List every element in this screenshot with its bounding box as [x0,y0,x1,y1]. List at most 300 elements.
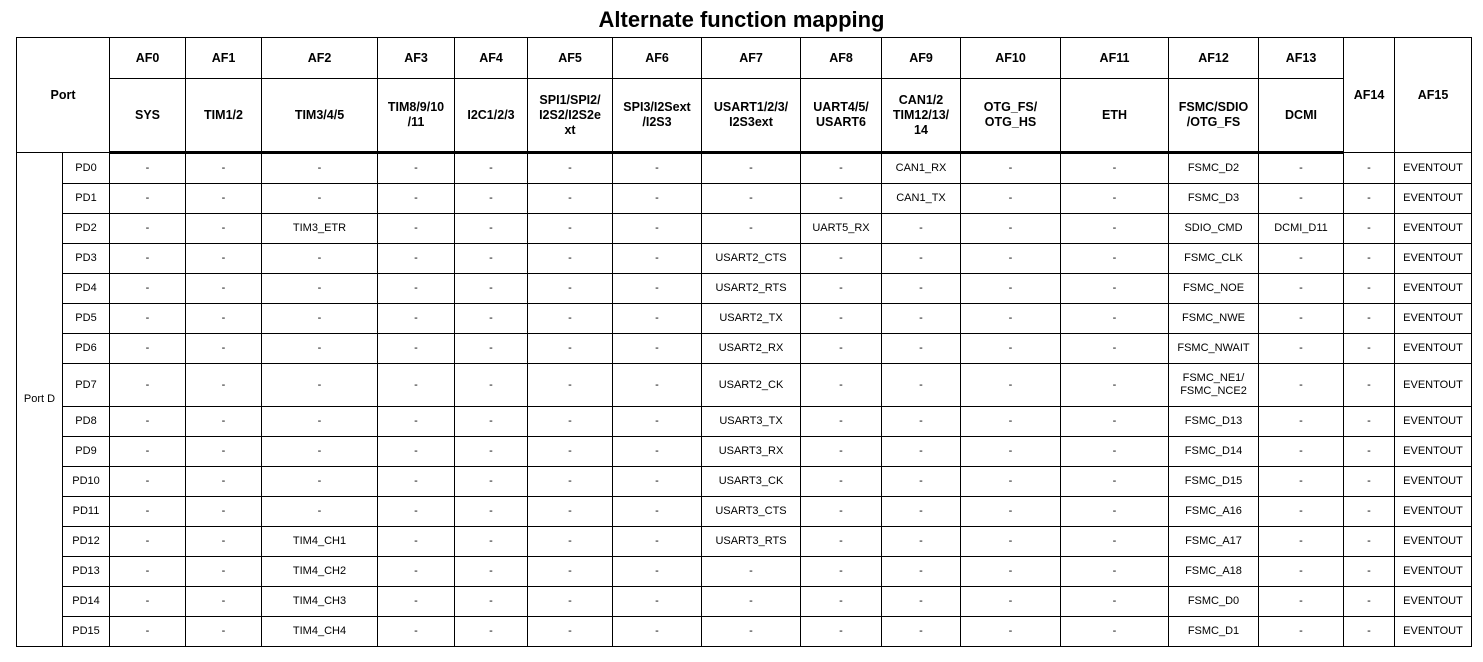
af-cell: TIM4_CH4 [262,617,378,647]
af-cell: FSMC_D15 [1169,467,1259,497]
af-function-header: OTG_FS/ OTG_HS [961,79,1061,153]
af-cell: - [801,497,882,527]
af-cell: - [186,587,262,617]
af-cell: - [613,407,702,437]
af-cell: TIM4_CH1 [262,527,378,557]
af-cell: - [455,153,528,184]
af-cell: - [1344,497,1395,527]
af-cell: - [613,364,702,407]
af-cell: EVENTOUT [1395,153,1472,184]
af-cell: - [882,527,961,557]
af-cell: - [110,407,186,437]
af-cell: - [186,304,262,334]
af-cell: - [1061,364,1169,407]
af-cell: - [186,274,262,304]
af-cell: TIM4_CH2 [262,557,378,587]
af-cell: FSMC_D2 [1169,153,1259,184]
af-cell: - [528,334,613,364]
pin-name: PD5 [63,304,110,334]
table-row [17,274,1472,304]
af-header: AF10 [961,38,1061,79]
af-cell: - [1259,467,1344,497]
af-cell: - [613,153,702,184]
af-cell: USART3_TX [702,407,801,437]
af-cell: TIM4_CH3 [262,587,378,617]
af-cell: - [961,244,1061,274]
af-function-header: I2C1/2/3 [455,79,528,153]
table-row [17,244,1472,274]
af-cell: EVENTOUT [1395,304,1472,334]
af-cell: - [186,497,262,527]
af-cell: - [1061,304,1169,334]
pin-name: PD10 [63,467,110,497]
af-cell: - [702,617,801,647]
af-cell: - [378,274,455,304]
af-cell: - [455,557,528,587]
af-cell: - [378,497,455,527]
af-cell: - [110,304,186,334]
af-cell: - [613,557,702,587]
af-cell: - [613,587,702,617]
af-cell: - [702,557,801,587]
af-cell: EVENTOUT [1395,587,1472,617]
af-cell: EVENTOUT [1395,334,1472,364]
af-cell: - [110,437,186,467]
af-cell: - [455,527,528,557]
table-row [17,407,1472,437]
af-cell: - [110,557,186,587]
af-cell: - [110,497,186,527]
af-cell: - [455,304,528,334]
af-cell: EVENTOUT [1395,527,1472,557]
af-cell: - [110,184,186,214]
af-cell: - [801,304,882,334]
af-cell: - [455,334,528,364]
af-cell: - [961,184,1061,214]
af-cell: - [961,274,1061,304]
af-function-header: SPI1/SPI2/ I2S2/I2S2e xt [528,79,613,153]
af-cell: - [528,407,613,437]
af-header: AF7 [702,38,801,79]
af-cell: - [882,557,961,587]
af-cell: - [1259,617,1344,647]
af-cell: USART2_CTS [702,244,801,274]
af-cell: - [961,304,1061,334]
af-cell: - [186,467,262,497]
af-cell: - [961,214,1061,244]
af-cell: - [186,617,262,647]
af-function-header: FSMC/SDIO /OTG_FS [1169,79,1259,153]
af-cell: - [613,437,702,467]
af-cell: - [1259,244,1344,274]
af-cell: - [455,274,528,304]
af-cell: FSMC_NOE [1169,274,1259,304]
af-cell: FSMC_D3 [1169,184,1259,214]
af-cell: - [1259,274,1344,304]
af-cell: - [1259,364,1344,407]
af-cell: - [186,557,262,587]
af-cell: EVENTOUT [1395,617,1472,647]
af-cell: - [801,334,882,364]
af-cell: - [455,467,528,497]
pin-name: PD11 [63,497,110,527]
af-cell: - [455,587,528,617]
af-cell: - [455,244,528,274]
af-cell: - [801,364,882,407]
af-cell: FSMC_CLK [1169,244,1259,274]
af-cell: - [882,334,961,364]
af-cell: SDIO_CMD [1169,214,1259,244]
af-cell: - [455,617,528,647]
af-cell: CAN1_TX [882,184,961,214]
pin-name: PD7 [63,364,110,407]
pin-name: PD9 [63,437,110,467]
af-cell: - [1344,304,1395,334]
af-cell: - [961,527,1061,557]
af-cell: - [1259,153,1344,184]
af-cell: - [186,244,262,274]
af-header: AF4 [455,38,528,79]
af-cell: - [528,527,613,557]
af-cell: - [262,274,378,304]
af-cell: - [528,587,613,617]
af-cell: USART2_RX [702,334,801,364]
af-cell: - [110,334,186,364]
af-cell: - [528,497,613,527]
pin-name: PD2 [63,214,110,244]
af-cell: - [186,334,262,364]
table-row [17,437,1472,467]
af-cell: - [882,274,961,304]
af-cell: - [882,364,961,407]
af-cell: UART5_RX [801,214,882,244]
af-cell: - [455,437,528,467]
af-cell: - [378,467,455,497]
af-header: AF11 [1061,38,1169,79]
af-cell: - [528,364,613,407]
af-cell: - [961,364,1061,407]
af-cell: - [262,497,378,527]
af-cell: - [262,407,378,437]
af-cell: - [613,334,702,364]
af-function-header: USART1/2/3/ I2S3ext [702,79,801,153]
af-cell: EVENTOUT [1395,437,1472,467]
af-header: AF6 [613,38,702,79]
af-cell: - [528,214,613,244]
pin-name: PD13 [63,557,110,587]
af-function-header: ETH [1061,79,1169,153]
af-function-header: TIM1/2 [186,79,262,153]
af-cell: - [1344,244,1395,274]
af-cell: - [1061,153,1169,184]
table-row [17,497,1472,527]
af-cell: - [378,304,455,334]
af-cell: - [961,497,1061,527]
af-cell: - [1061,274,1169,304]
af-cell: - [882,437,961,467]
af-cell: - [613,244,702,274]
af-cell: - [961,617,1061,647]
af-cell: - [801,244,882,274]
af-cell: - [1344,214,1395,244]
af-cell: - [1344,364,1395,407]
af-cell: - [702,587,801,617]
af-cell: - [186,407,262,437]
af-header: AF2 [262,38,378,79]
af-cell: - [882,407,961,437]
af-function-header: CAN1/2 TIM12/13/ 14 [882,79,961,153]
af-header: AF9 [882,38,961,79]
af-cell: - [110,617,186,647]
pin-name: PD6 [63,334,110,364]
af-cell: - [1259,497,1344,527]
port-header: Port [17,38,110,153]
af-cell: - [528,617,613,647]
af-cell: - [1344,587,1395,617]
af-cell: - [1259,407,1344,437]
af-cell: FSMC_NWE [1169,304,1259,334]
table-row [17,364,1472,407]
af-cell: - [1061,214,1169,244]
af-cell: - [1259,437,1344,467]
af-cell: - [1259,304,1344,334]
af-cell: FSMC_NE1/ FSMC_NCE2 [1169,364,1259,407]
af-cell: - [1061,334,1169,364]
af-function-header: TIM3/4/5 [262,79,378,153]
table-row [17,557,1472,587]
table-row [17,184,1472,214]
af-cell: FSMC_A18 [1169,557,1259,587]
af-cell: - [801,527,882,557]
table-row [17,153,1472,184]
af-cell: - [801,587,882,617]
af-cell: EVENTOUT [1395,364,1472,407]
af-cell: - [801,274,882,304]
af-cell: EVENTOUT [1395,497,1472,527]
port-group-label: Port D [17,153,63,647]
af-cell: - [961,587,1061,617]
af-cell: - [1344,527,1395,557]
af-cell: FSMC_D1 [1169,617,1259,647]
af-cell: USART2_TX [702,304,801,334]
af-cell: - [613,214,702,244]
af-header: AF3 [378,38,455,79]
af-cell: - [110,214,186,244]
af-cell: - [1061,617,1169,647]
af-cell: EVENTOUT [1395,214,1472,244]
af-cell: - [1344,557,1395,587]
af-cell: - [1259,184,1344,214]
table-row [17,467,1472,497]
af-cell: - [702,214,801,244]
af-cell: - [378,527,455,557]
af-cell: - [262,184,378,214]
af-cell: - [110,274,186,304]
af-cell: - [613,184,702,214]
af-cell: - [528,467,613,497]
af-cell: - [613,304,702,334]
af-cell: USART2_CK [702,364,801,407]
af-cell: - [801,153,882,184]
af-cell: - [882,244,961,274]
af-cell: - [528,244,613,274]
af-cell: - [262,467,378,497]
af-cell: - [1061,527,1169,557]
af-cell: - [882,497,961,527]
af-header: AF8 [801,38,882,79]
af-cell: CAN1_RX [882,153,961,184]
table-row [17,334,1472,364]
af-function-header: UART4/5/ USART6 [801,79,882,153]
table-row [17,587,1472,617]
af-cell: FSMC_D0 [1169,587,1259,617]
af-cell: - [882,467,961,497]
af-cell: EVENTOUT [1395,557,1472,587]
af-cell: - [110,244,186,274]
af-cell: - [1259,587,1344,617]
af-cell: - [1344,334,1395,364]
af-cell: - [1061,184,1169,214]
af-cell: - [1061,437,1169,467]
af-cell: - [455,184,528,214]
af-cell: - [961,467,1061,497]
af-function-header: SYS [110,79,186,153]
af-cell: - [801,467,882,497]
af-cell: - [455,497,528,527]
af-cell: - [882,214,961,244]
af-cell: FSMC_D14 [1169,437,1259,467]
af-header: AF1 [186,38,262,79]
af-cell: - [1344,437,1395,467]
af-cell: USART2_RTS [702,274,801,304]
af-cell: - [455,407,528,437]
table-row [17,214,1472,244]
af-cell: EVENTOUT [1395,184,1472,214]
af-cell: - [455,364,528,407]
af-cell: - [801,407,882,437]
af-cell: - [262,334,378,364]
af-cell: FSMC_A17 [1169,527,1259,557]
pin-name: PD3 [63,244,110,274]
af-cell: - [378,437,455,467]
af-cell: - [613,497,702,527]
af-cell: - [961,437,1061,467]
af-cell: - [1061,587,1169,617]
af-cell: - [1344,153,1395,184]
af-cell: - [961,407,1061,437]
af-cell: - [1061,244,1169,274]
af-cell: - [262,437,378,467]
af-cell: FSMC_A16 [1169,497,1259,527]
af-cell: EVENTOUT [1395,407,1472,437]
table-row [17,304,1472,334]
af-cell: - [702,153,801,184]
af-cell: - [110,527,186,557]
af-cell: - [455,214,528,244]
af-cell: - [1259,527,1344,557]
af-cell: - [1344,467,1395,497]
af-cell: - [961,557,1061,587]
af-cell: - [882,617,961,647]
pin-name: PD8 [63,407,110,437]
af-header: AF0 [110,38,186,79]
af-cell: - [528,274,613,304]
af-cell: - [528,437,613,467]
af-cell: - [378,617,455,647]
af14-header: AF14 [1344,38,1395,153]
af-cell: - [613,467,702,497]
af-cell: - [262,364,378,407]
table-row [17,527,1472,557]
af-cell: - [378,587,455,617]
af-cell: USART3_CTS [702,497,801,527]
af-cell: - [1344,407,1395,437]
af-cell: - [801,184,882,214]
af-cell: - [110,364,186,407]
af-cell: - [262,244,378,274]
pin-name: PD0 [63,153,110,184]
af-cell: - [110,587,186,617]
af-cell: - [378,407,455,437]
af-cell: - [186,153,262,184]
af-cell: - [882,304,961,334]
af-cell: - [186,184,262,214]
af-function-header: TIM8/9/10 /11 [378,79,455,153]
alternate-function-table [16,37,1472,647]
af-cell: - [378,557,455,587]
pin-name: PD4 [63,274,110,304]
af-cell: - [186,527,262,557]
af-cell: USART3_RX [702,437,801,467]
af-cell: FSMC_D13 [1169,407,1259,437]
af-cell: - [1344,274,1395,304]
af15-header: AF15 [1395,38,1472,153]
af-function-header: DCMI [1259,79,1344,153]
table-row [17,617,1472,647]
af-cell: - [1259,334,1344,364]
af-cell: - [613,527,702,557]
pin-name: PD14 [63,587,110,617]
page-title: Alternate function mapping [598,7,885,32]
af-cell: - [110,153,186,184]
af-cell: USART3_CK [702,467,801,497]
af-cell: - [1344,617,1395,647]
pin-name: PD12 [63,527,110,557]
af-cell: - [1061,407,1169,437]
af-cell: - [613,617,702,647]
af-function-header: SPI3/I2Sext /I2S3 [613,79,702,153]
af-cell: - [1061,467,1169,497]
af-cell: - [378,364,455,407]
af-cell: - [186,437,262,467]
af-cell: - [528,184,613,214]
af-cell: - [186,364,262,407]
af-header: AF12 [1169,38,1259,79]
af-cell: - [262,304,378,334]
af-cell: - [801,617,882,647]
af-cell: - [262,153,378,184]
af-cell: - [378,334,455,364]
af-cell: - [702,184,801,214]
af-header: AF13 [1259,38,1344,79]
af-cell: - [110,467,186,497]
af-cell: - [1061,497,1169,527]
af-cell: - [378,153,455,184]
af-header: AF5 [528,38,613,79]
af-cell: - [378,244,455,274]
af-cell: - [186,214,262,244]
af-cell: - [528,304,613,334]
